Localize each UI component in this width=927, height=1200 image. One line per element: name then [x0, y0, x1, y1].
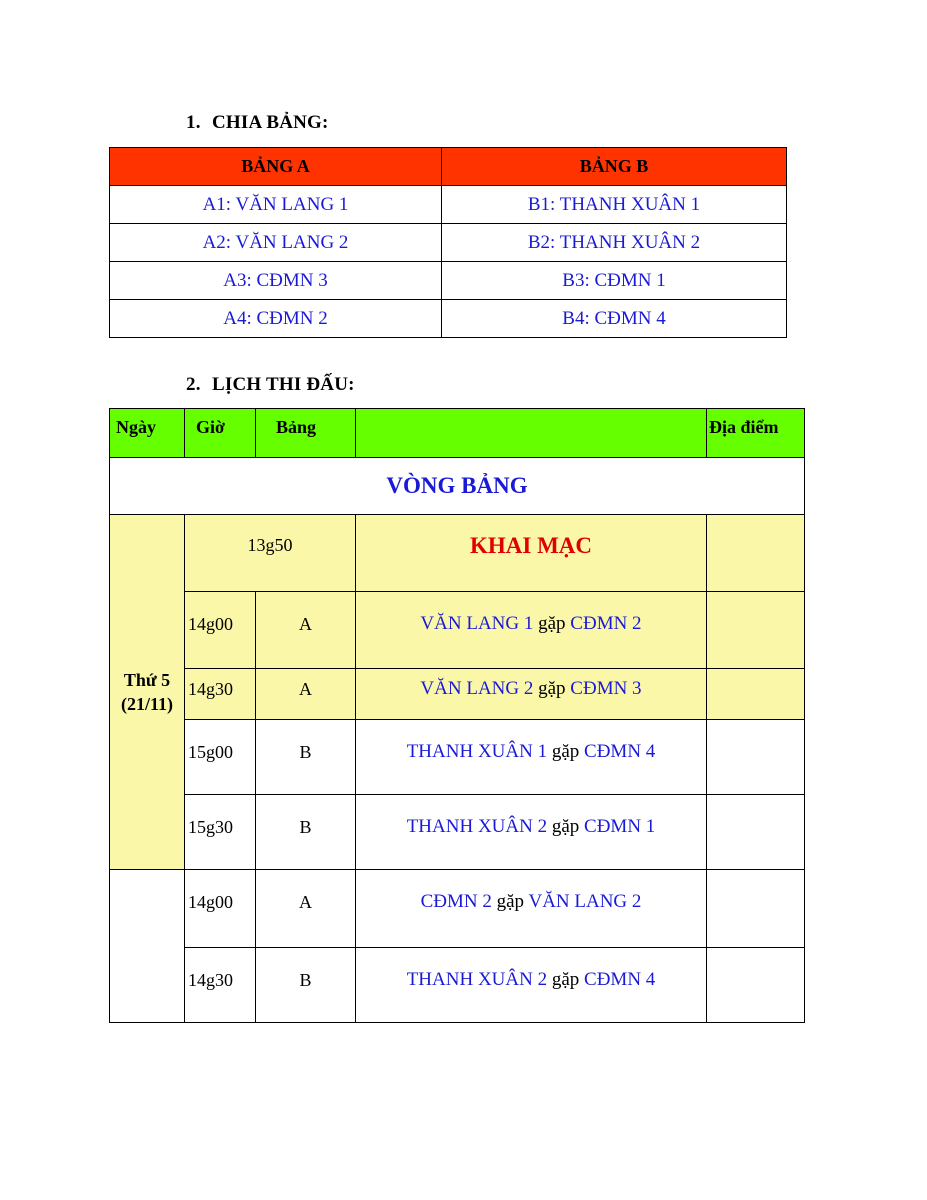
header-ngay: Ngày	[110, 409, 185, 458]
round-title-row	[110, 458, 805, 515]
venue-cell	[707, 720, 805, 795]
team-2: CĐMN 1	[584, 816, 656, 837]
team-2: VĂN LANG 2	[528, 891, 642, 912]
team-1: THANH XUÂN 2	[406, 816, 548, 837]
group-b-team: B1: THANH XUÂN 1	[442, 186, 787, 224]
section-heading-groups	[186, 112, 329, 134]
match-fixture	[356, 592, 707, 669]
opening-time: 13g50	[185, 515, 356, 592]
match-group: B	[256, 795, 356, 870]
team-2: CĐMN 4	[584, 969, 656, 990]
header-dia-diem: Địa điểm	[707, 409, 805, 458]
table-row	[110, 592, 805, 669]
section-number: 2.	[186, 374, 201, 395]
table-row	[110, 948, 805, 1023]
match-group: B	[256, 720, 356, 795]
header-bang: Bảng	[256, 409, 356, 458]
group-a-team: A2: VĂN LANG 2	[110, 224, 442, 262]
opening-row	[110, 515, 805, 592]
versus-label: gặp	[538, 613, 566, 634]
day-label: Thứ 5	[123, 670, 171, 690]
group-a-header: BẢNG A	[110, 148, 442, 186]
group-b-header: BẢNG B	[442, 148, 787, 186]
group-a-team: A3: CĐMN 3	[110, 262, 442, 300]
group-b-team: B2: THANH XUÂN 2	[442, 224, 787, 262]
team-2: CĐMN 3	[570, 678, 642, 699]
match-group: A	[256, 870, 356, 948]
groups-table	[109, 147, 787, 338]
table-row	[110, 720, 805, 795]
table-row	[110, 795, 805, 870]
match-fixture	[356, 870, 707, 948]
team-1: THANH XUÂN 1	[406, 741, 548, 762]
venue-cell	[707, 795, 805, 870]
match-time: 14g00	[185, 870, 256, 948]
day-cell	[110, 515, 185, 870]
venue-cell	[707, 669, 805, 720]
match-time: 14g30	[185, 948, 256, 1023]
match-time: 14g30	[185, 669, 256, 720]
venue-cell	[707, 515, 805, 592]
header-match	[356, 409, 707, 458]
venue-cell	[707, 948, 805, 1023]
match-fixture	[356, 948, 707, 1023]
match-group: B	[256, 948, 356, 1023]
match-time: 14g00	[185, 592, 256, 669]
table-row	[110, 186, 787, 224]
venue-cell	[707, 592, 805, 669]
versus-label: gặp	[551, 816, 580, 837]
group-a-team: A1: VĂN LANG 1	[110, 186, 442, 224]
schedule-table	[109, 408, 805, 1023]
group-b-team: B3: CĐMN 1	[442, 262, 787, 300]
day-cell-empty	[110, 870, 185, 1023]
schedule-header-row	[110, 409, 805, 458]
match-fixture	[356, 720, 707, 795]
section-title: CHIA BẢNG:	[212, 112, 329, 133]
versus-label: gặp	[551, 741, 580, 762]
team-2: CĐMN 2	[570, 613, 642, 634]
section-title: LỊCH THI ĐẤU:	[212, 374, 355, 395]
groups-header-row	[110, 148, 787, 186]
match-time: 15g30	[185, 795, 256, 870]
versus-label: gặp	[538, 678, 566, 699]
table-row	[110, 300, 787, 338]
opening-label: KHAI MẠC	[356, 515, 707, 592]
table-row	[110, 224, 787, 262]
match-group: A	[256, 592, 356, 669]
team-1: THANH XUÂN 2	[406, 969, 548, 990]
team-2: CĐMN 4	[584, 741, 656, 762]
versus-label: gặp	[496, 891, 525, 912]
group-b-team: B4: CĐMN 4	[442, 300, 787, 338]
team-1: VĂN LANG 1	[420, 613, 534, 634]
venue-cell	[707, 870, 805, 948]
table-row	[110, 262, 787, 300]
round-title: VÒNG BẢNG	[110, 458, 805, 515]
team-1: VĂN LANG 2	[420, 678, 534, 699]
match-time: 15g00	[185, 720, 256, 795]
section-number: 1.	[186, 112, 201, 133]
table-row	[110, 870, 805, 948]
group-a-team: A4: CĐMN 2	[110, 300, 442, 338]
match-group: A	[256, 669, 356, 720]
match-fixture	[356, 795, 707, 870]
table-row	[110, 669, 805, 720]
day-date: (21/11)	[121, 694, 173, 714]
section-heading-schedule	[186, 374, 355, 396]
team-1: CĐMN 2	[420, 891, 492, 912]
match-fixture	[356, 669, 707, 720]
header-gio: Giờ	[185, 409, 256, 458]
versus-label: gặp	[551, 969, 580, 990]
